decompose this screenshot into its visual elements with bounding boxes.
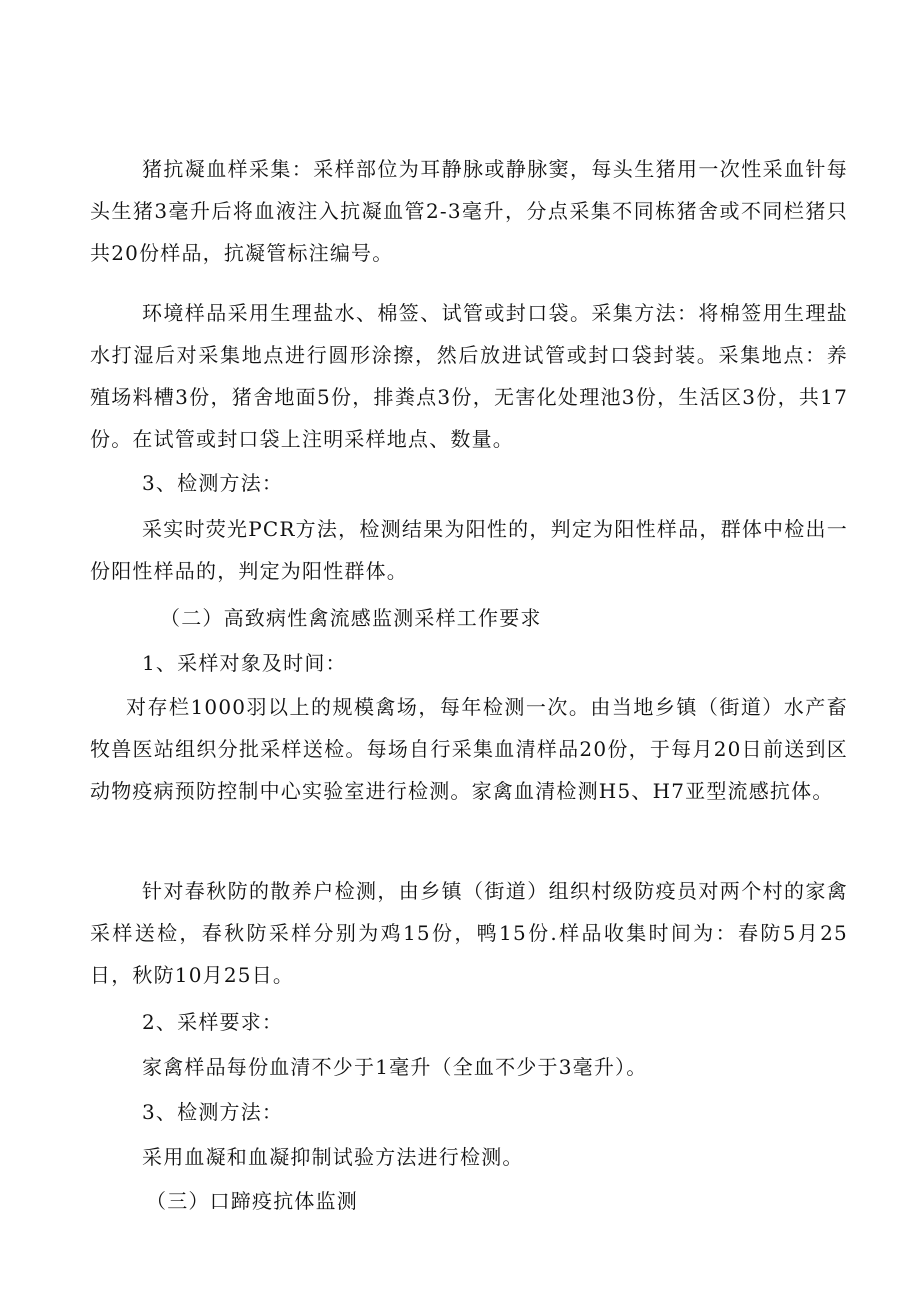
paragraph-hemagglutination: 采用血凝和血凝抑制试验方法进行检测。	[142, 1145, 524, 1169]
paragraph-large-farms: 对存栏1000羽以上的规模禽场，每年检测一次。由当地乡镇（街道）水产畜牧兽医站组织分批采样送检。每场自行采集血清样品20份，于每月20日前送到区动物疫病预防控制中心实验室进行检测。家禽血清检测H5、H7亚型流感抗体。	[90, 695, 848, 803]
heading-sampling-object-time: 1、采样对象及时间：	[142, 651, 347, 675]
paragraph-serum-volume: 家禽样品每份血清不少于1毫升（全血不少于3毫升）。	[142, 1055, 648, 1079]
heading-detection-method-2: 3、检测方法：	[142, 1100, 284, 1124]
paragraph-environment-sampling: 环境样品采用生理盐水、棉签、试管或封口袋。采集方法：将棉签用生理盐水打湿后对采集地点进行圆形涂擦，然后放进试管或封口袋封装。采集地点：养殖场料槽3份，猪舍地面5份，排粪点3份，无害化处理池3份，生活区3份，共17份。在试管或封口袋上注明采样地点、数量。	[90, 301, 848, 451]
heading-avian-influenza: （二）高致病性禽流感监测采样工作要求	[160, 606, 542, 630]
paragraph-spring-autumn: 针对春秋防的散养户检测，由乡镇（街道）组织村级防疫员对两个村的家禽采样送检，春秋防采样分别为鸡15份，鸭15份.样品收集时间为：春防5月25日，秋防10月25日。	[90, 879, 848, 987]
paragraph-pig-blood-sampling: 猪抗凝血样采集：采样部位为耳静脉或静脉窦，每头生猪用一次性采血针每头生猪3毫升后将血液注入抗凝血管2-3毫升，分点采集不同栋猪舍或不同栏猪只共20份样品，抗凝管标注编号。	[90, 157, 848, 265]
paragraph-pcr-method: 采实时荧光PCR方法，检测结果为阳性的，判定为阳性样品，群体中检出一份阳性样品的，判定为阳性群体。	[90, 517, 848, 583]
heading-detection-method-1: 3、检测方法：	[142, 471, 284, 495]
heading-fmd-antibody: （三）口蹄疫抗体监测	[146, 1189, 358, 1213]
heading-sampling-requirements: 2、采样要求：	[142, 1010, 284, 1034]
